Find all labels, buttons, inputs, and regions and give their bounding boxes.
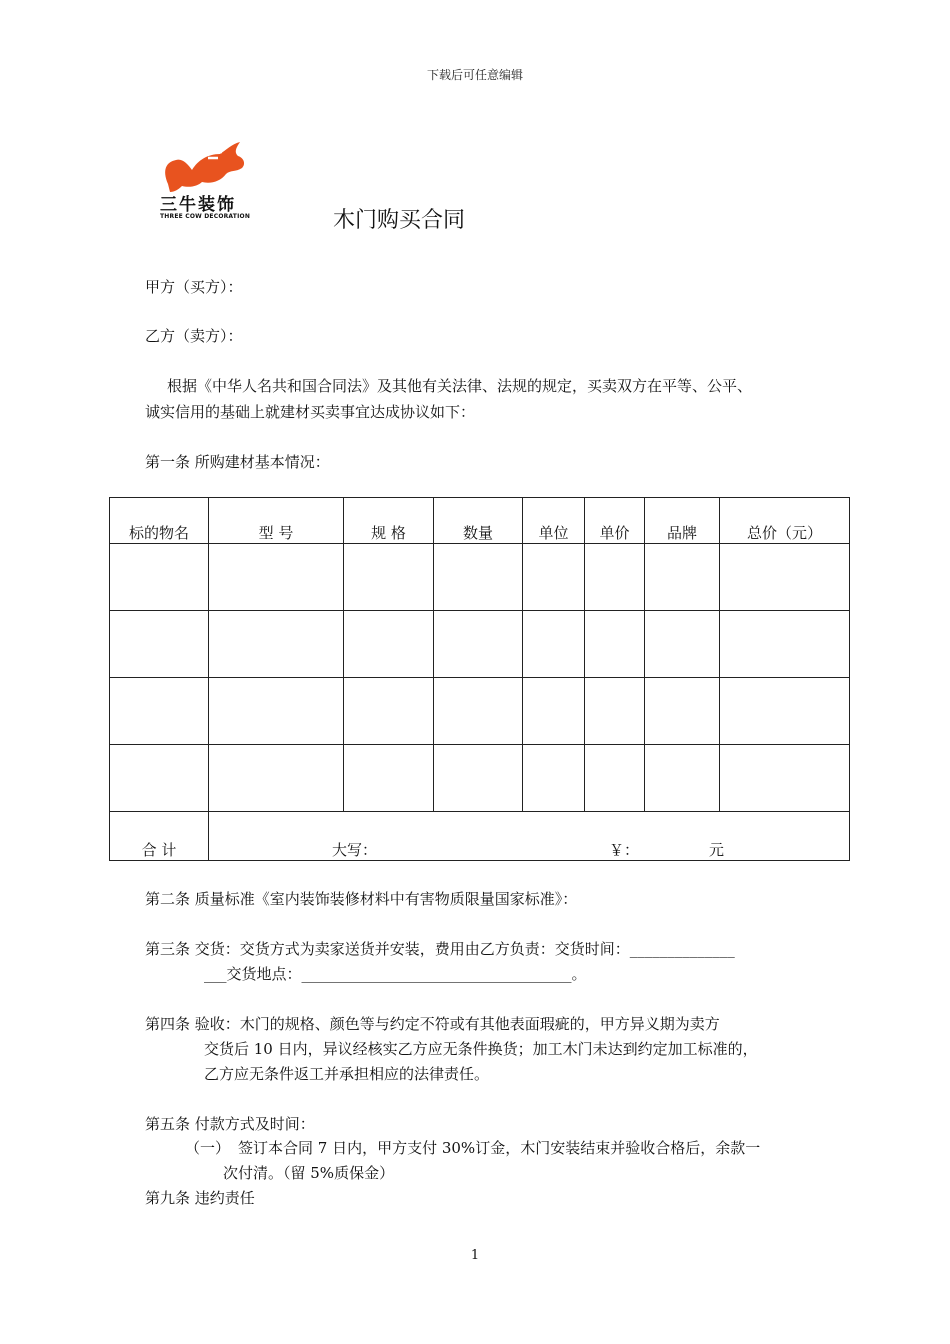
article-1: 第一条 所购建材基本情况：	[145, 453, 330, 471]
article-2: 第二条 质量标准《室内装饰装修材料中有害物质限量国家标准》：	[145, 890, 578, 908]
article-3-line-1: 第三条 交货：交货方式为卖家送货并安装，费用由乙方负责：交货时间：______________	[145, 940, 735, 958]
article-3-line-2: ___交货地点：____________________________________。	[204, 965, 587, 983]
bull-icon	[165, 142, 244, 192]
col-header: 数量	[434, 498, 523, 544]
col-header: 规 格	[344, 498, 434, 544]
article-5-item-line-1: 签订本合同 7 日内，甲方支付 30%订金，木门安装结束并验收合格后，余款一	[238, 1139, 761, 1157]
logo-name: 三牛装饰	[160, 195, 236, 215]
col-header: 型 号	[209, 498, 344, 544]
intro-line-2: 诚实信用的基础上就建材买卖事宜达成协议如下：	[145, 403, 476, 421]
logo-subtitle: THREE COW DECORATION	[160, 213, 251, 220]
party-a: 甲方（买方）：	[145, 278, 243, 296]
col-header: 单价	[585, 498, 645, 544]
col-header: 标的物名	[110, 498, 209, 544]
header-note: 下载后可任意编辑	[426, 68, 523, 82]
table-row	[110, 544, 850, 611]
article-5: 第五条 付款方式及时间：	[145, 1115, 315, 1133]
intro-line-1: 根据《中华人名共和国合同法》及其他有关法律、法规的规定，买卖双方在平等、公平、	[167, 377, 753, 395]
table-row	[110, 611, 850, 678]
page-number: 1	[470, 1248, 480, 1263]
article-5-item-line-2: 次付清。（留 5%质保金）	[223, 1164, 395, 1182]
table-row	[110, 678, 850, 745]
table-header-row	[110, 498, 850, 544]
total-cell	[209, 812, 850, 861]
total-daxie: 大写：	[332, 841, 378, 859]
materials-table	[109, 497, 850, 861]
article-5-item-no: （一）	[185, 1139, 231, 1157]
table-total-row	[110, 812, 850, 861]
article-9: 第九条 违约责任	[145, 1189, 255, 1207]
article-4-line-1: 第四条 验收：木门的规格、颜色等与约定不符或有其他表面瑕疵的，甲方异义期为卖方	[145, 1015, 720, 1033]
total-yuan: 元	[709, 841, 725, 859]
article-4-line-2: 交货后 10 日内，异议经核实乙方应无条件换货；加工木门未达到约定加工标准的，	[204, 1040, 758, 1058]
col-header: 品牌	[645, 498, 720, 544]
total-yen: ￥：	[609, 841, 640, 859]
col-header: 单位	[523, 498, 585, 544]
total-label: 合 计	[110, 812, 209, 861]
col-header: 总价（元）	[720, 498, 850, 544]
article-4-line-3: 乙方应无条件返工并承担相应的法律责任。	[204, 1065, 490, 1083]
party-b: 乙方（卖方）：	[145, 327, 243, 345]
contract-title: 木门购买合同	[333, 208, 466, 233]
table-row	[110, 745, 850, 812]
